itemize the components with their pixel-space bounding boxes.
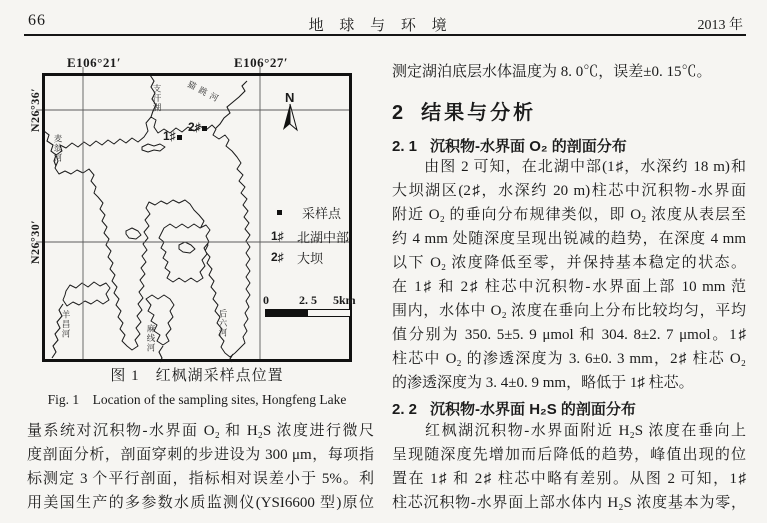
section-2-number: 2 — [392, 102, 404, 124]
latitude-label-upper: N26°36′ — [28, 87, 42, 133]
latitude-label-lower: N26°30′ — [28, 219, 42, 265]
page-number: 66 — [28, 12, 46, 29]
body-line: 附近 O₂ 的垂向分布规律类似，即 O₂ 浓度从表层至 — [392, 207, 746, 223]
legend-site2-key: 2♯ — [271, 250, 284, 264]
lake-southeast-bay — [159, 224, 210, 282]
site1-marker — [177, 135, 182, 140]
river-label-3: 羊昌河 — [61, 310, 71, 339]
body-line: 度剖面分析，剖面穿刺的步进设为 300 μm，每项指 — [27, 447, 374, 463]
body-line: 大坝湖区(2♯，水深约 20 m)柱芯中沉积物-水界面 — [392, 183, 746, 199]
body-line: 以下 O₂ 浓度降低至零，并保持基本稳定的状态。 — [392, 255, 746, 271]
river-label-4: 麻线河 — [146, 324, 156, 353]
site2-marker — [202, 126, 207, 131]
section-2-title: 结果与分析 — [421, 102, 537, 124]
scale-start-label: 0 — [263, 293, 269, 307]
body-line: 置在 1♯ 和 2♯ 柱芯中略有差别。从图 2 可知，1♯ — [392, 471, 746, 487]
section-2-2-number: 2. 2 — [392, 401, 418, 418]
body-line: 标测定 3 个平行剖面，指标相对误差小于 5%。利 — [27, 471, 374, 487]
river-label-2: 麦翁河 — [53, 134, 63, 163]
scale-bar — [265, 309, 351, 317]
section-2-2-heading — [392, 398, 746, 419]
section-2-1-title: 沉积物-水界面 O₂ 的剖面分布 — [430, 138, 627, 155]
body-line: 量系统对沉积物-水界面 O₂ 和 H₂S 浓度进行微尺 — [27, 423, 374, 439]
intro-line: 测定湖泊底层水体温度为 8. 0℃，误差±0. 15℃。 — [392, 64, 712, 80]
legend-site2-name: 大坝 — [297, 251, 324, 266]
legend-site1-key: 1♯ — [271, 229, 284, 243]
body-line: 由图 2 可知，在北湖中部(1♯，水深约 18 m)和 — [392, 159, 746, 175]
body-line: 用美国生产的多参数水质监测仪(YSI6600 型)原位 — [27, 495, 374, 511]
river-label-0: 支汗湖 — [152, 84, 162, 113]
compass-n-label: N — [285, 90, 295, 105]
issue-year: 2013 年 — [697, 18, 743, 33]
legend-sample-marker — [277, 210, 282, 215]
scale-bar-fill — [266, 310, 308, 316]
body-line: 柱芯中 O₂ 的渗透深度为 3. 6±0. 3 mm，2♯ 柱芯 O₂ — [392, 351, 746, 367]
section-2-1-heading — [392, 135, 746, 156]
paragraph-1 — [392, 155, 746, 395]
scale-end-label: 5km — [333, 293, 356, 307]
body-line: 值分别为 350. 5±5. 9 μmol 和 304. 8±2. 7 μmol。1♯ — [392, 327, 746, 343]
legend-sample-label: 采样点 — [302, 206, 342, 221]
longitude-label-right: E106°27′ — [233, 55, 289, 70]
longitude-label-left: E106°21′ — [66, 55, 122, 70]
body-line: 柱芯沉积物-水界面上部水体内 H₂S 浓度基本为零， — [392, 495, 746, 511]
section-2-1-number: 2. 1 — [392, 138, 418, 155]
river-label-1: 猫跳河 — [185, 78, 224, 106]
section-2-2-title: 沉积物-水界面 H₂S 的剖面分布 — [430, 401, 636, 418]
scale-mid-label: 2. 5 — [299, 293, 317, 307]
body-line: 红枫湖沉积物-水界面附近 H₂S 浓度在垂向上 — [392, 423, 746, 439]
site2-label: 2♯ — [188, 120, 201, 134]
body-line: 约 4 mm 处随深度呈现出锐减的趋势，在深度 4 mm — [392, 231, 746, 247]
body-line: 呈现随深度先增加而后降低的趋势，峰值出现的位 — [392, 447, 746, 463]
left-column-text — [27, 419, 374, 515]
river-label-5: 后六河 — [218, 309, 228, 338]
north-arrow-icon — [280, 104, 300, 132]
body-line: 在 1♯ 和 2♯ 柱芯中沉积物-水界面上部 10 mm 范 — [392, 279, 746, 295]
section-2-heading — [392, 96, 746, 125]
figure-caption-cn: 图 1 红枫湖采样点位置 — [110, 368, 284, 384]
figure-caption-en: Fig. 1 Location of the sampling sites, Hongfeng Lake — [47, 392, 347, 407]
paragraph-2 — [392, 419, 746, 515]
body-line: 围内，水体中 O₂ 浓度在垂向上分布比较均匀，平均 — [392, 303, 746, 319]
site1-label: 1♯ — [163, 129, 176, 143]
body-line: 的渗透深度为 3. 4±0. 9 mm，略低于 1♯ 柱芯。 — [392, 375, 694, 391]
lake-southwest-arm — [63, 282, 110, 306]
header-rule — [24, 34, 746, 36]
legend-site1-name: 北湖中部 — [297, 230, 350, 245]
journal-title: 地 球 与 环 境 — [308, 18, 453, 34]
